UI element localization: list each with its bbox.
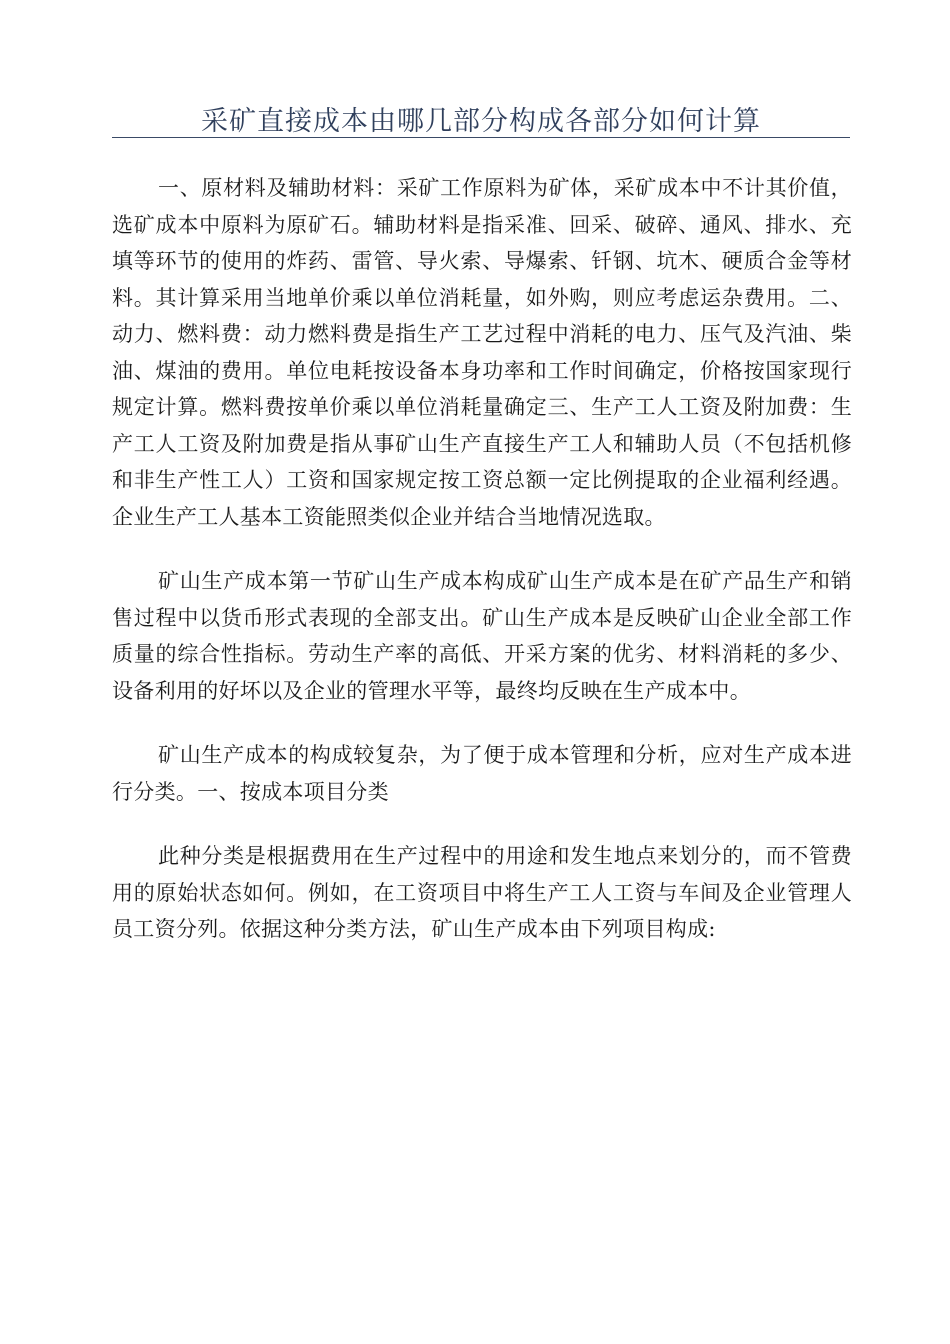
title-underline	[112, 137, 850, 138]
document-title: 采矿直接成本由哪几部分构成各部分如何计算	[201, 106, 761, 137]
paragraph-2: 矿山生产成本第一节矿山生产成本构成矿山生产成本是在矿产品生产和销售过程中以货币形式表现的全部支出。矿山生产成本是反映矿山企业全部工作质量的综合性指标。劳动生产率的高低、开采方案的优劣、材料消耗的多少、设备利用的好坏以及企业的管理水平等，最终均反映在生产成本中。	[112, 569, 852, 703]
document-body	[112, 170, 852, 976]
paragraph-1: 一、原材料及辅助材料：采矿工作原料为矿体，采矿成本中不计其价值，选矿成本中原料为原矿石。辅助材料是指采准、回采、破碎、通风、排水、充填等环节的使用的炸药、雷管、导火索、导爆索、钎钢、坑木、硬质合金等材料。其计算采用当地单价乘以单位消耗量，如外购，则应考虑运杂费用。二、动力、燃料费：动力燃料费是指生产工艺过程中消耗的电力、压气及汽油、柴油、煤油的费用。单位电耗按设备本身功率和工作时间确定，价格按国家现行规定计算。燃料费按单价乘以单位消耗量确定三、生产工人工资及附加费：生产工人工资及附加费是指从事矿山生产直接生产工人和辅助人员（不包括机修和非生产性工人）工资和国家规定按工资总额一定比例提取的企业福利经遇。企业生产工人基本工资能照类似企业并结合当地情况选取。	[112, 176, 852, 529]
paragraph-3: 矿山生产成本的构成较复杂，为了便于成本管理和分析，应对生产成本进行分类。一、按成本项目分类	[112, 743, 852, 804]
paragraph-4: 此种分类是根据费用在生产过程中的用途和发生地点来划分的，而不管费用的原始状态如何。例如，在工资项目中将生产工人工资与车间及企业管理人员工资分列。依据这种分类方法，矿山生产成本由下列项目构成:	[112, 844, 852, 941]
